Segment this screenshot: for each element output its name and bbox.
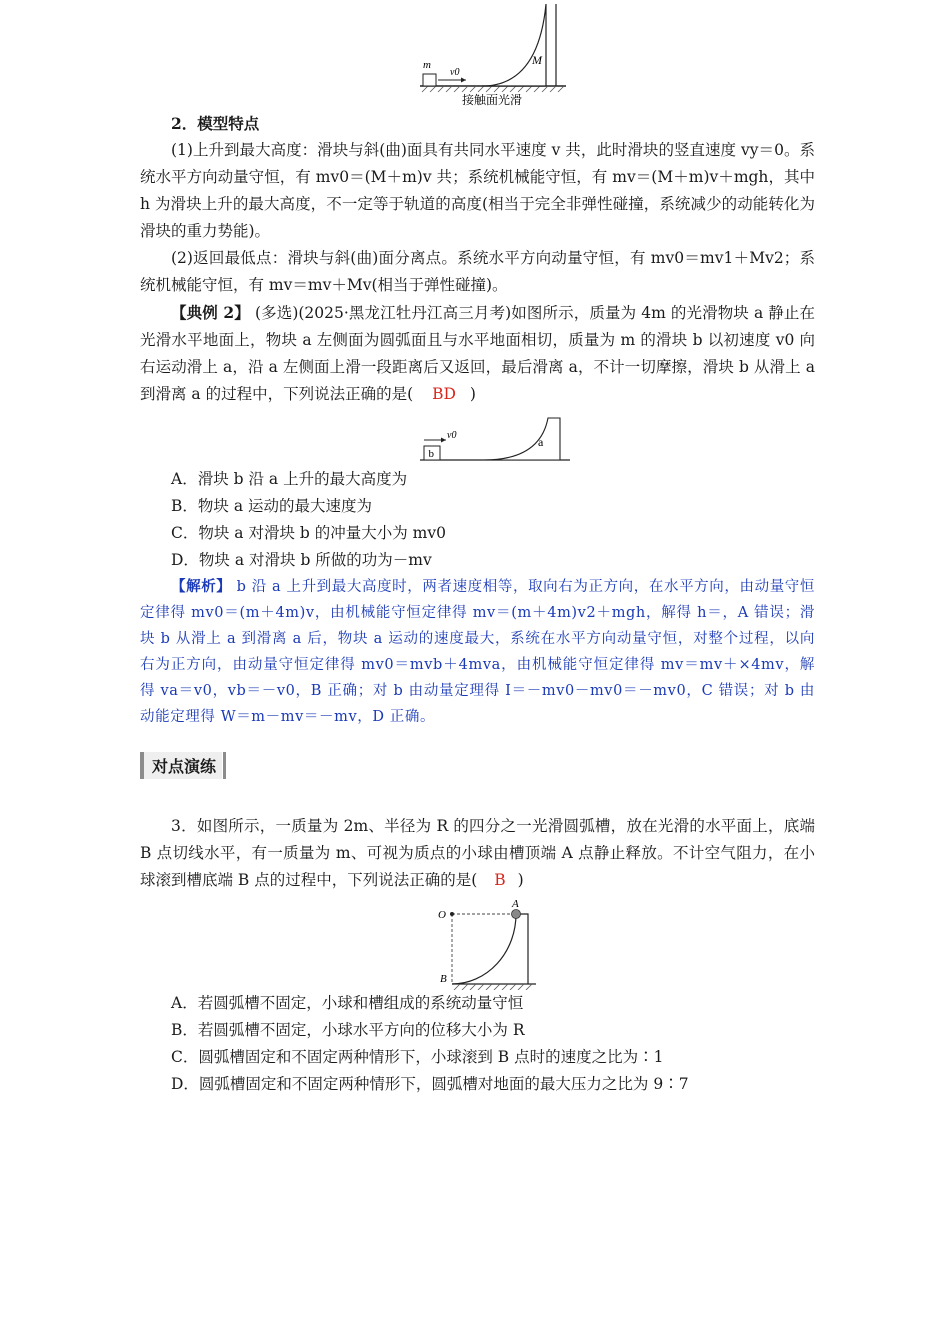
solution-tag: 【解析】 xyxy=(171,578,232,595)
label-b: B xyxy=(440,973,447,985)
mass-m-label: m xyxy=(423,59,431,71)
block-b-label: b xyxy=(428,448,434,460)
practice-section-title: 对点演练 xyxy=(140,752,222,779)
practice-option-a: A．若圆弧槽不固定，小球和槽组成的系统动量守恒 xyxy=(171,994,524,1012)
example-option-b: B．物块 a 运动的最大速度为 xyxy=(171,497,372,515)
practice-option-c: C．圆弧槽固定和不固定两种情形下，小球滚到 B 点时的速度之比为∶1 xyxy=(171,1048,664,1066)
figure-block-on-curved-slope xyxy=(140,0,815,108)
velocity-v0-label-2: v0 xyxy=(447,430,457,441)
label-a: A xyxy=(512,898,519,910)
practice-question xyxy=(140,813,815,894)
example-answer: BD xyxy=(432,385,456,403)
practice-question-text: 3．如图所示，一质量为 2m、半径为 R 的四分之一光滑圆弧槽，放在光滑的水平面上，底端 B 点切线水平，有一质量为 m、可视为质点的小球由槽顶端 A 点静止释放。不计空气阻力，在小球滚到槽底端 B 点的过程中，下列说法正确的是( xyxy=(140,817,815,889)
velocity-v0-label: v0 xyxy=(450,67,460,78)
example-option-a: A．滑块 b 沿 a 上升的最大高度为 xyxy=(171,470,408,488)
example-2-question xyxy=(140,299,815,408)
body-M-label: M xyxy=(532,53,542,67)
example-tag: 【典例 2】 xyxy=(171,303,250,322)
example-option-d: D．物块 a 对滑块 b 所做的功为－mv xyxy=(171,551,432,569)
practice-section-header xyxy=(140,752,815,779)
practice-answer: B xyxy=(494,871,506,889)
figure-caption: 接触面光滑 xyxy=(462,93,523,107)
solution-text: b 沿 a 上升到最大高度时，两者速度相等，取向右为正方向，在水平方向，由动量守恒定律得 mv0＝(m＋4m)v，由机械能守恒定律得 mv＝(m＋4m)v2＋mgh，解得 h＝，A 错误；滑块 b 从滑上 a 到滑离 a 后，物块 a 运动的速度最大，系统在水平方向动量守恒，对整个过程，以向右为正方向，由动量守恒定律得 mv0＝mvb＋4mva，由机械能守恒定律得 mv＝mv＋×4mv，解得 va＝v0，vb＝－v0，B 正确；对 b 由动量定理得 I＝－mv0－mv0＝－mv0，C 错误；对 b 由动能定理得 W＝m－mv＝－mv，D 正确。 xyxy=(140,579,815,725)
figure-quarter-arc-groove xyxy=(140,894,815,990)
paragraph-max-height: (1)上升到最大高度：滑块与斜(曲)面具有共同水平速度 v 共，此时滑块的竖直速度 vy＝0。系统水平方向动量守恒，有 mv0＝(M＋m)v 共；系统机械能守恒，有 mv＝(M＋m)v＋mgh，其中 h 为滑块上升的最大高度，不一定等于轨道的高度(相当于完全非弹性碰撞，系统减少的动能转化为滑块的重力势能)。 xyxy=(140,141,815,240)
block-a-label: a xyxy=(538,435,544,449)
practice-option-d: D．圆弧槽固定和不固定两种情形下，圆弧槽对地面的最大压力之比为 9∶7 xyxy=(171,1075,689,1093)
example-close-paren: ) xyxy=(469,385,476,403)
example-question-text: (多选)(2025·黑龙江牡丹江高三月考)如图所示，质量为 4m 的光滑物块 a 静止在光滑水平地面上，物块 a 左侧面为圆弧面且与水平地面相切，质量为 m 的滑块 b 以初速度 v0 向右运动滑上 a，沿 a 左侧面上滑一段距离后又返回，最后滑离 a，不计一切摩擦，滑块 b 从滑上 a 到滑离 a 的过程中，下列说法正确的是( xyxy=(140,304,815,403)
practice-option-b: B．若圆弧槽不固定，小球水平方向的位移大小为 R xyxy=(171,1021,525,1039)
example-solution xyxy=(140,574,815,730)
example-option-c: C．物块 a 对滑块 b 的冲量大小为 mv0 xyxy=(171,524,446,542)
label-o: O xyxy=(438,909,446,921)
figure-blocks-a-b xyxy=(140,408,815,466)
page xyxy=(140,0,815,1098)
practice-close-paren: ) xyxy=(517,871,524,889)
section-heading: 2．模型特点 xyxy=(171,114,260,133)
paragraph-return-lowest: (2)返回最低点：滑块与斜(曲)面分离点。系统水平方向动量守恒，有 mv0＝mv1＋Mv2；系统机械能守恒，有 mv＝mv＋Mv(相当于弹性碰撞)。 xyxy=(140,249,815,294)
